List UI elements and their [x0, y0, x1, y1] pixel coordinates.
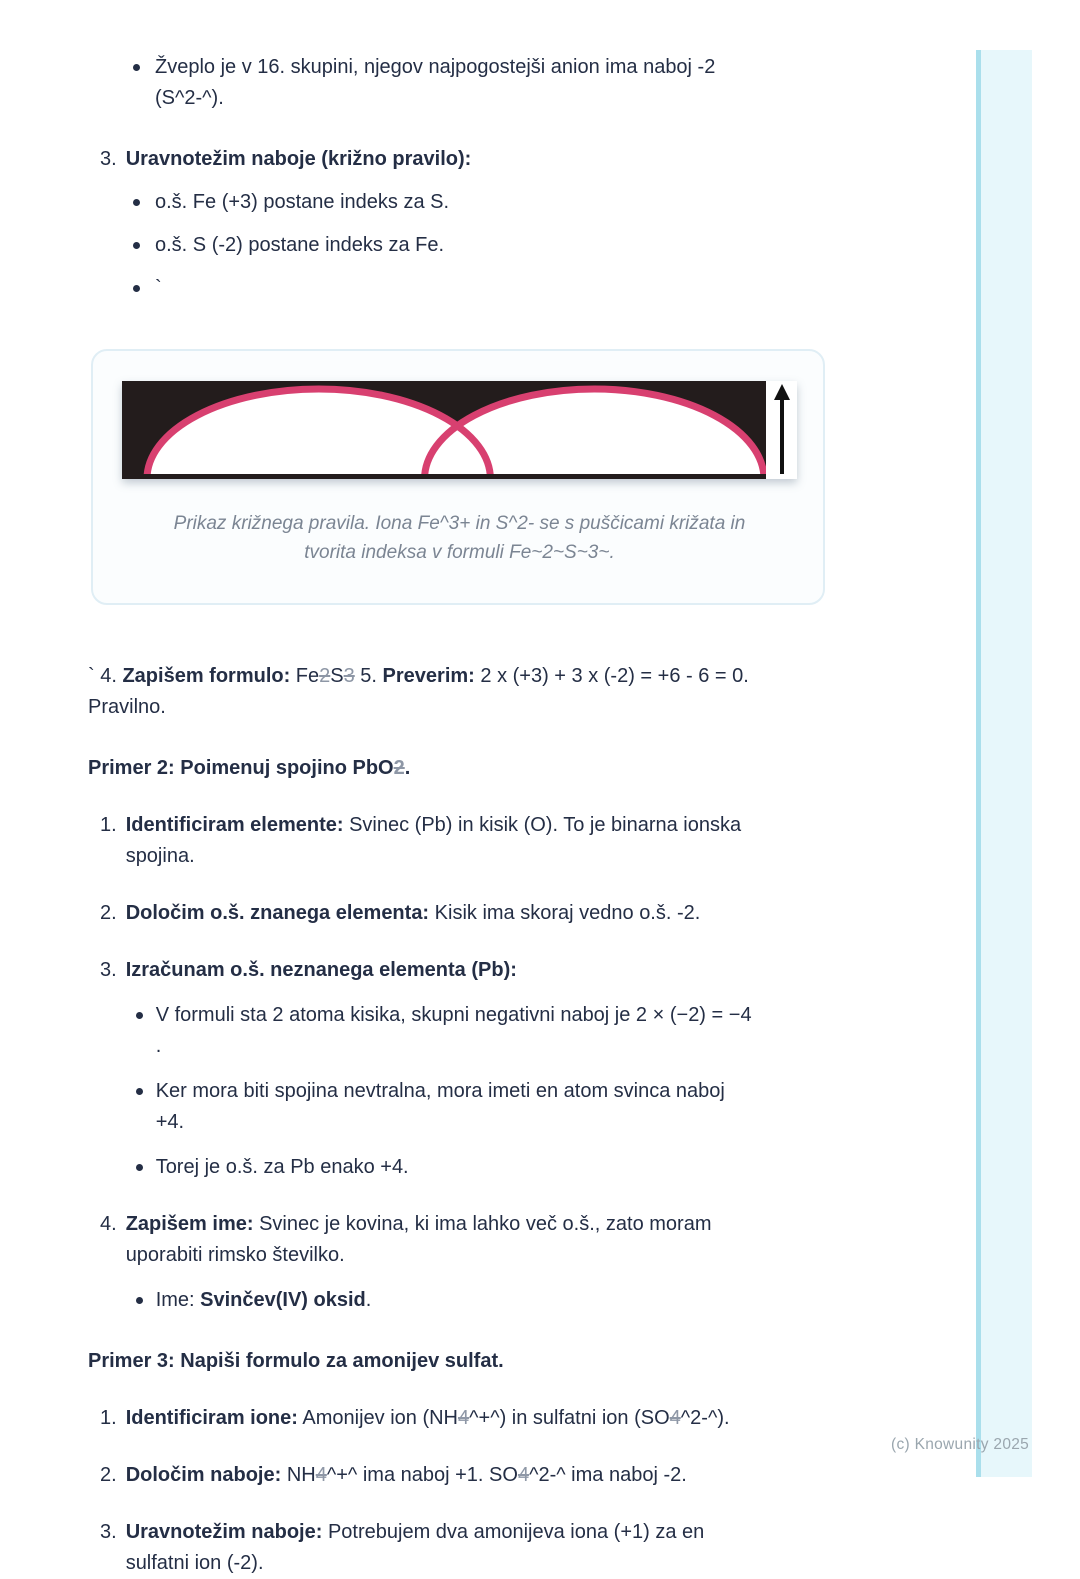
text-segment: uporabiti rimsko številko. [125, 1244, 345, 1266]
cross-rule-diagram [122, 381, 797, 479]
text-segment: Pravilno. [88, 696, 166, 718]
bullet-icon [133, 64, 140, 71]
list-item [136, 1076, 836, 1138]
bullet-icon [136, 1012, 143, 1019]
text-segment: Primer 3: Napiši formulo za amonijev sulfat. [88, 1350, 504, 1372]
list-item-text [155, 52, 715, 114]
text-segment: Ime: [155, 1289, 201, 1311]
text-segment: +4. [155, 1111, 185, 1133]
numbered-item-body [126, 1460, 836, 1491]
list-item [133, 230, 836, 261]
text-segment: 4 [315, 1464, 327, 1486]
bullet-list [88, 187, 836, 304]
numbered-item [100, 1209, 836, 1316]
item-number: 2. [100, 902, 117, 924]
text-segment: ^2-^ ima naboj -2. [529, 1464, 687, 1486]
numbered-item [100, 1517, 836, 1579]
list-item [133, 52, 836, 114]
list-item-text [156, 1000, 752, 1062]
text-segment: Uravnotežim naboje: [125, 1521, 323, 1543]
list-item-text [155, 273, 162, 304]
text-segment: Potrebujem dva amonijeva iona (+1) za en [322, 1521, 705, 1543]
text-segment: . [404, 757, 411, 779]
text-segment: Identificiram ione: [125, 1407, 298, 1429]
text-segment: Svinčev(IV) oksid [200, 1289, 366, 1311]
text-segment: o.š. Fe (+3) postane indeks za S. [155, 191, 450, 213]
text-segment: ^2-^). [680, 1407, 730, 1429]
list-item [136, 1285, 836, 1316]
text-segment: Ker mora biti spojina nevtralna, mora imeti en atom svinca naboj [155, 1080, 725, 1102]
text-segment: ^+^) in sulfatni ion (SO [469, 1407, 670, 1429]
numbered-item [100, 955, 836, 1183]
numbered-item [100, 1460, 836, 1491]
list-item [133, 187, 836, 218]
text-segment: spojina. [125, 845, 195, 867]
item-number: 1. [100, 1407, 117, 1429]
list-item [136, 1152, 836, 1183]
bullet-icon [133, 242, 140, 249]
text-segment: . [365, 1289, 372, 1311]
text-segment: Identificiram elemente: [125, 814, 344, 836]
text-segment: 4 [517, 1464, 530, 1486]
text-segment: Določim o.š. znanega elementa: [125, 902, 430, 924]
figure-card [91, 349, 825, 605]
text-segment: 2 [319, 665, 331, 687]
text-segment: 4 [669, 1407, 681, 1429]
text-segment: Kisik ima skoraj vedno o.š. -2. [429, 902, 701, 924]
bullet-list [126, 1000, 836, 1183]
text-segment: 2 x (+3) + 3 x (-2) = +6 - 6 = 0. [474, 665, 749, 687]
item-number: 4. [100, 1213, 117, 1235]
list-item-text [156, 1076, 725, 1138]
text-segment: Svinec (Pb) in kisik (O). To je binarna ionska [343, 814, 742, 836]
numbered-item-body [126, 955, 836, 1183]
text-segment: Preverim: [382, 665, 475, 687]
text-segment: ` [155, 277, 162, 299]
numbered-item-body [126, 1517, 836, 1579]
numbered-item-body [126, 1403, 836, 1434]
text-segment: Uravnotežim naboje (križno pravilo): [125, 148, 472, 170]
text-segment: . [155, 1035, 162, 1057]
text-segment: 5. [354, 665, 383, 687]
text-segment: S [330, 665, 344, 687]
figure-caption-line: Prikaz križnega pravila. Iona Fe^3+ in S^2- se s puščicami križata in [173, 513, 746, 534]
item-number: 3. [100, 959, 117, 981]
bullet-icon [136, 1297, 143, 1304]
text-segment: Zapišem ime: [125, 1213, 254, 1235]
copyright-notice: (c) Knowunity 2025 [891, 1436, 1030, 1453]
numbered-item-body [126, 1209, 836, 1316]
numbered-item [100, 898, 836, 929]
text-segment: V formuli sta 2 atoma kisika, skupni negativni naboj je 2 × (−2) = −4 [155, 1004, 752, 1026]
list-item [136, 1000, 836, 1062]
figure-caption-line: tvorita indeksa v formuli Fe~2~S~3~. [304, 542, 615, 563]
item-number: 3. [100, 148, 117, 170]
text-segment: (S^2-^). [155, 87, 224, 109]
text-segment: 3 [343, 665, 355, 687]
item-number: 3. [100, 1521, 117, 1543]
diagram-background [122, 381, 766, 479]
text-segment: ` 4. [88, 665, 123, 687]
text-segment: Zapišem formulo: [122, 665, 291, 687]
text-segment: 4 [458, 1407, 470, 1429]
bullet-list [126, 1285, 836, 1316]
numbered-item [100, 810, 836, 872]
text-segment: 2 [393, 757, 405, 779]
text-segment: Amonijev ion (NH [297, 1407, 458, 1429]
document-body [88, 52, 836, 1579]
up-arrow-icon [766, 381, 797, 479]
numbered-item [100, 1403, 836, 1434]
text-segment: Določim naboje: [125, 1464, 282, 1486]
text-segment: Torej je o.š. za Pb enako +4. [155, 1156, 409, 1178]
paragraph [88, 661, 836, 723]
numbered-item-body [126, 144, 836, 175]
text-segment: Izračunam o.š. neznanega elementa (Pb): [125, 959, 517, 981]
bullet-icon [133, 199, 140, 206]
right-margin-stripe [976, 50, 1032, 1477]
list-item-text [156, 1285, 372, 1316]
numbered-item-body [126, 898, 836, 929]
text-segment: sulfatni ion (-2). [125, 1552, 264, 1574]
figure-caption [122, 509, 797, 567]
list-item-text [156, 1152, 409, 1183]
item-number: 1. [100, 814, 117, 836]
list-item [133, 273, 836, 304]
section-heading [88, 1346, 836, 1377]
list-item-text [155, 230, 444, 261]
bullet-icon [136, 1164, 143, 1171]
bullet-icon [136, 1088, 143, 1095]
bullet-icon [133, 285, 140, 292]
text-segment: ^+^ ima naboj +1. SO [326, 1464, 518, 1486]
text-segment: Žveplo je v 16. skupini, njegov najpogostejši anion ima naboj -2 [155, 56, 716, 78]
item-number: 2. [100, 1464, 117, 1486]
text-segment: Primer 2: Poimenuj spojino PbO [88, 757, 394, 779]
section-heading [88, 753, 836, 784]
list-item-text [155, 187, 449, 218]
text-segment: Fe [290, 665, 320, 687]
text-segment: Svinec je kovina, ki ima lahko več o.š., zato moram [253, 1213, 712, 1235]
numbered-item-body [126, 810, 836, 872]
numbered-item [100, 144, 836, 175]
bullet-list [88, 52, 836, 114]
text-segment: o.š. S (-2) postane indeks za Fe. [155, 234, 445, 256]
text-segment: NH [281, 1464, 316, 1486]
crossing-arcs-graphic [122, 381, 766, 479]
